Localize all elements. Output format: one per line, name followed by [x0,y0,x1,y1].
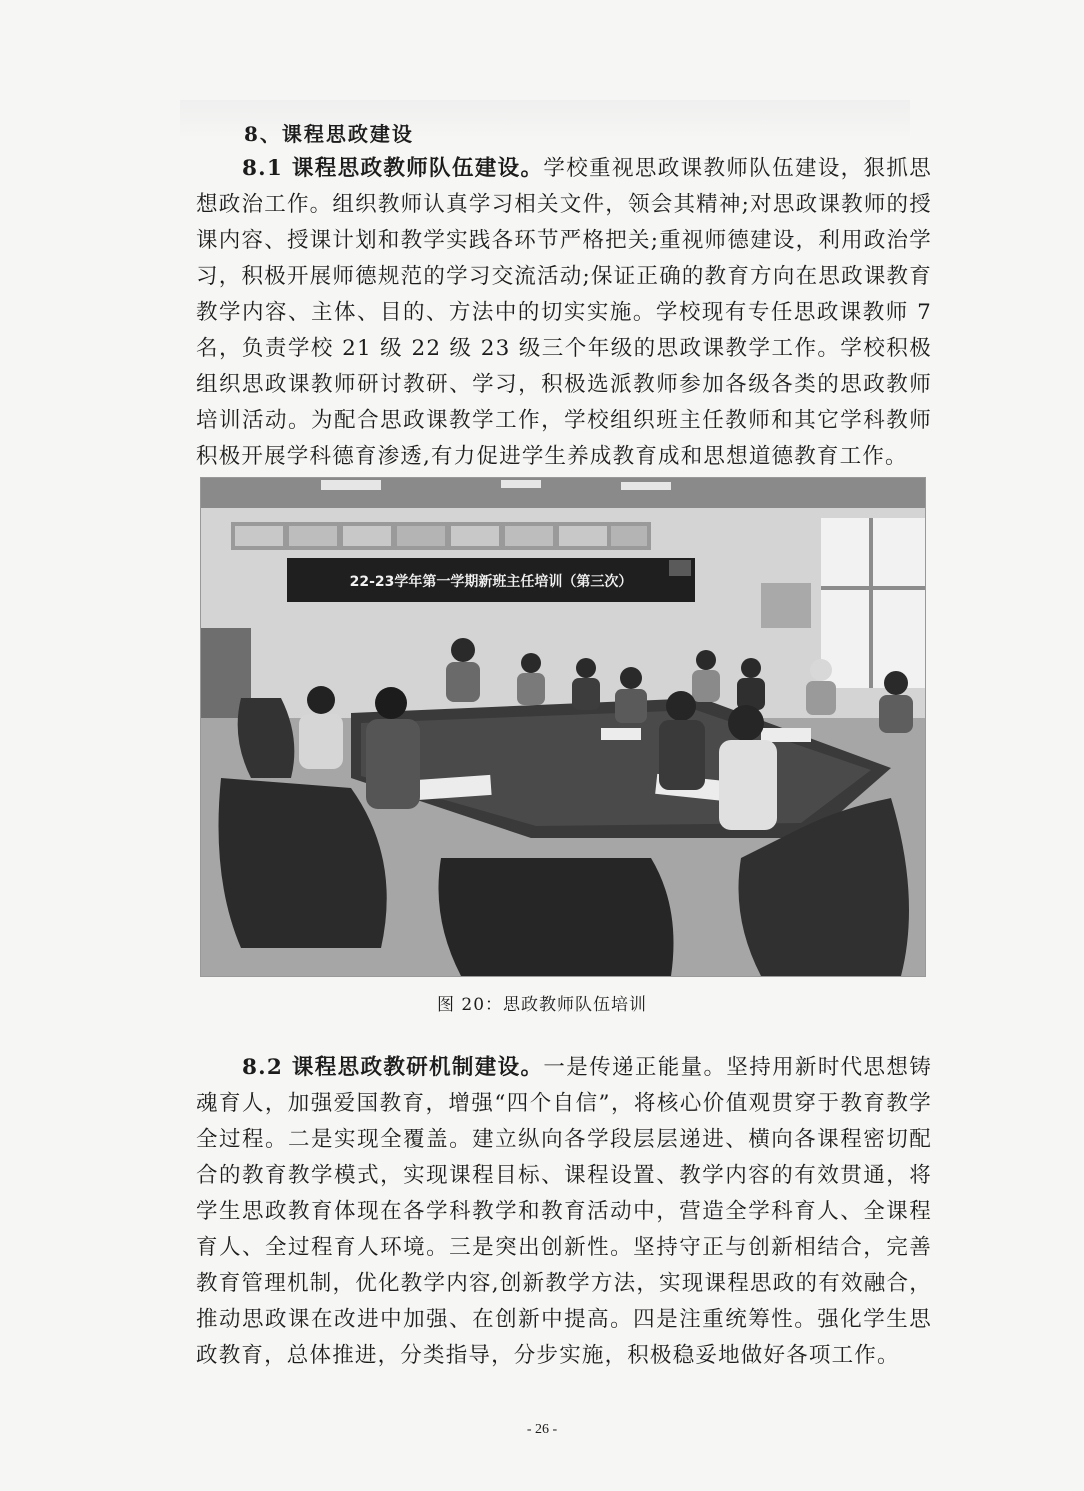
paragraph-8-1 [196,151,932,475]
paragraph-8-2-lead: 8.2 课程思政教研机制建设。 [242,1055,544,1080]
paragraph-8-1-lead: 8.1 课程思政教师队伍建设。 [242,156,544,181]
paragraph-8-2-text: 一是传递正能量。坚持用新时代思想铸魂育人，加强爱国教育，增强“四个自信”，将核心价值观贯穿于教育教学全过程。二是实现全覆盖。建立纵向各学段层层递进、横向各课程密切配合的教育教学模式，实现课程目标、课程设置、教学内容的有效贯通，将学生思政教育体现在各学科教学和教育活动中，营造全学科育人、全课程育人、全过程育人环境。三是突出创新性。坚持守正与创新相结合，完善教育管理机制，优化教学内容,创新教学方法，实现课程思政的有效融合，推动思政课在改进中加强、在创新中提高。四是注重统筹性。强化学生思政教育，总体推进，分类指导，分步实施，积极稳妥地做好各项工作。 [196,1055,932,1368]
paragraph-8-1-text: 学校重视思政课教师队伍建设，狠抓思想政治工作。组织教师认真学习相关文件，领会其精神;对思政课教师的授课内容、授课计划和教学实践各环节严格把关;重视师德建设，利用政治学习，积极开展师德规范的学习交流活动;保证正确的教育方向在思政课教育教学内容、主体、目的、方法中的切实实施。学校现有专任思政课教师 7 名，负责学校 21 级 22 级 23 级三个年级的思政课教学工作。学校积极组织思政课教师研讨教研、学习，积极选派教师参加各级各类的思政教师培训活动。为配合思政课教学工作，学校组织班主任教师和其它学科教师积极开展学科德育渗透,有力促进学生养成教育成和思想道德教育工作。 [196,156,932,469]
section-heading: 8、课程思政建设 [244,122,414,146]
training-photo [200,477,926,977]
banner-text: 22-23学年第一学期新班主任培训（第三次） [349,574,633,590]
page-number: - 26 - [526,1422,558,1437]
figure-caption: 图 20：思政教师队伍培训 [436,995,648,1015]
paragraph-8-2 [196,1050,932,1374]
